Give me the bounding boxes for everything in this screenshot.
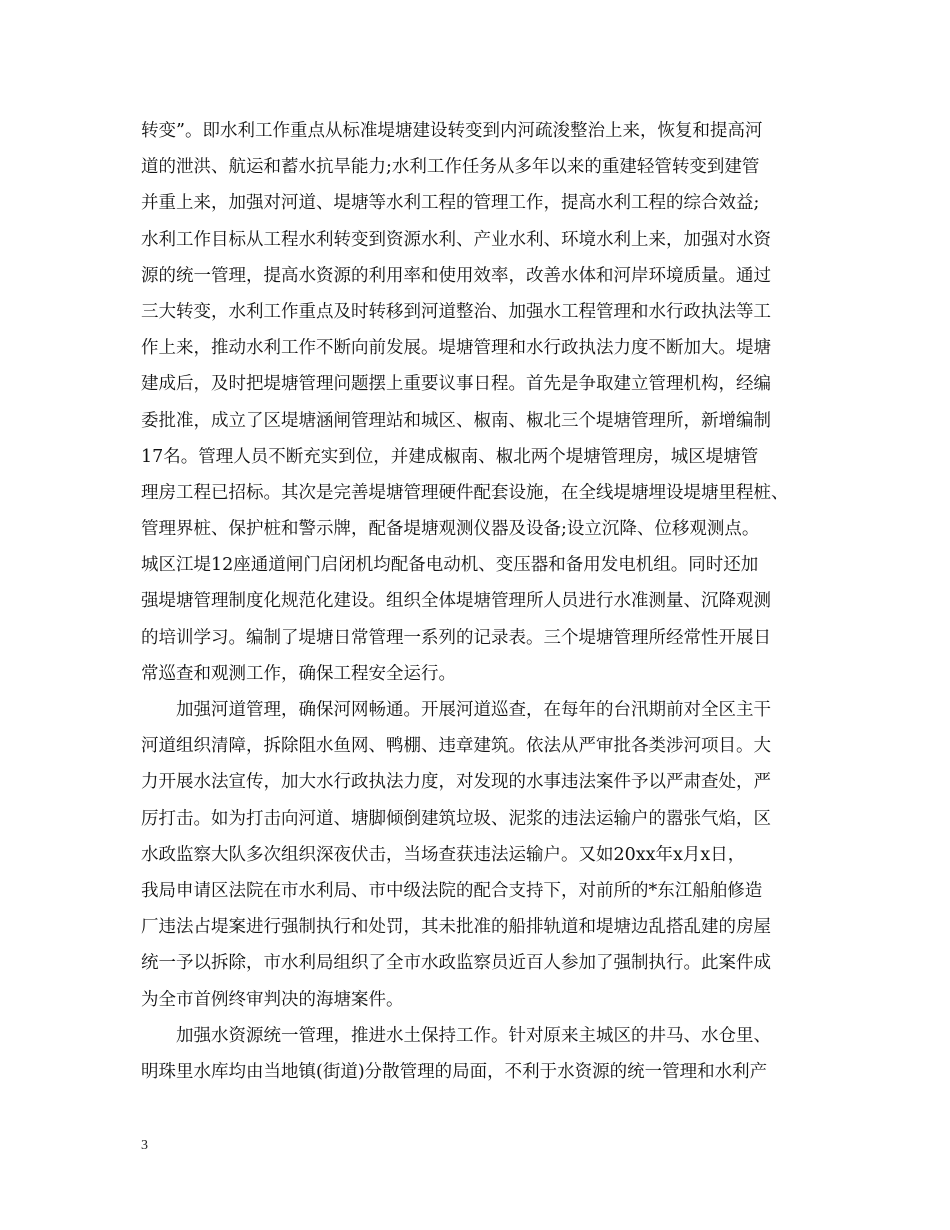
text-line: 并重上来，加强对河道、堤塘等水利工程的管理工作，提高水利工程的综合效益; bbox=[141, 193, 760, 214]
text-line: 水利工作目标从工程水利转变到资源水利、产业水利、环境水利上来，加强对水资 bbox=[141, 229, 771, 250]
text-line: 水政监察大队多次组织深夜伏击，当场查获违法运输户。又如20xx年x月x日， bbox=[141, 844, 746, 865]
text-line: 17名。管理人员不断充实到位，并建成椒南、椒北两个堤塘管理房，城区堤塘管 bbox=[141, 446, 759, 467]
text-line: 常巡查和观测工作，确保工程安全运行。 bbox=[141, 663, 456, 684]
text-line: 为全市首例终审判决的海塘案件。 bbox=[141, 989, 404, 1010]
paragraph bbox=[141, 113, 821, 692]
paragraph bbox=[141, 692, 821, 1018]
text-line: 厉打击。如为打击向河道、塘脚倾倒建筑垃圾、泥浆的违法运输户的嚣张气焰，区 bbox=[141, 808, 771, 829]
text-line: 加强水资源统一管理，推进水土保持工作。针对原来主城区的井马、水仓里、 bbox=[176, 1025, 771, 1046]
document-body bbox=[141, 113, 821, 1090]
text-line: 委批准，成立了区堤塘涵闸管理站和城区、椒南、椒北三个堤塘管理所，新增编制 bbox=[141, 410, 771, 431]
text-line: 明珠里水库均由当地镇(街道)分散管理的局面，不利于水资源的统一管理和水利产 bbox=[141, 1061, 768, 1082]
text-line: 作上来，推动水利工作不断向前发展。堤塘管理和水行政执法力度不断加大。堤塘 bbox=[141, 338, 771, 359]
text-line: 强堤塘管理制度化规范化建设。组织全体堤塘管理所人员进行水准测量、沉降观测 bbox=[141, 591, 771, 612]
text-line: 源的统一管理，提高水资源的利用率和使用效率，改善水体和河岸环境质量。通过 bbox=[141, 265, 771, 286]
text-line: 道的泄洪、航运和蓄水抗旱能力;水利工作任务从多年以来的重建轻管转变到建管 bbox=[141, 157, 760, 178]
text-line: 三大转变，水利工作重点及时转移到河道整治、加强水工程管理和水行政执法等工 bbox=[141, 301, 771, 322]
paragraph bbox=[141, 1018, 821, 1090]
text-line: 理房工程已招标。其次是完善堤塘管理硬件配套设施，在全线堤塘埋设堤塘里程桩、 bbox=[141, 482, 789, 503]
text-line: 管理界桩、保护桩和警示牌，配备堤塘观测仪器及设备;设立沉降、位移观测点。 bbox=[141, 519, 760, 540]
text-line: 力开展水法宣传，加大水行政执法力度，对发现的水事违法案件予以严肃查处，严 bbox=[141, 772, 771, 793]
page-number: 3 bbox=[141, 1138, 148, 1153]
text-line: 城区江堤12座通道闸门启闭机均配备电动机、变压器和备用发电机组。同时还加 bbox=[141, 555, 759, 576]
text-line: 的培训学习。编制了堤塘日常管理一系列的记录表。三个堤塘管理所经常性开展日 bbox=[141, 627, 771, 648]
text-line: 加强河道管理，确保河网畅通。开展河道巡查，在每年的台汛期前对全区主干 bbox=[176, 700, 771, 720]
text-line: 统一予以拆除，市水利局组织了全市水政监察员近百人参加了强制执行。此案件成 bbox=[141, 953, 771, 974]
text-line: 河道组织清障，拆除阻水鱼网、鸭棚、违章建筑。依法从严审批各类涉河项目。大 bbox=[141, 736, 771, 757]
text-line: 建成后，及时把堤塘管理问题摆上重要议事日程。首先是争取建立管理机构，经编 bbox=[141, 374, 771, 395]
text-line: 厂违法占堤案进行强制执行和处罚，其未批准的船排轨道和堤塘边乱搭乱建的房屋 bbox=[141, 917, 771, 938]
text-line: 我局申请区法院在市水利局、市中级法院的配合支持下，对前所的*东江船舶修造 bbox=[141, 880, 763, 901]
text-line: 转变”。即水利工作重点从标准堤塘建设转变到内河疏浚整治上来，恢复和提高河 bbox=[141, 121, 763, 141]
